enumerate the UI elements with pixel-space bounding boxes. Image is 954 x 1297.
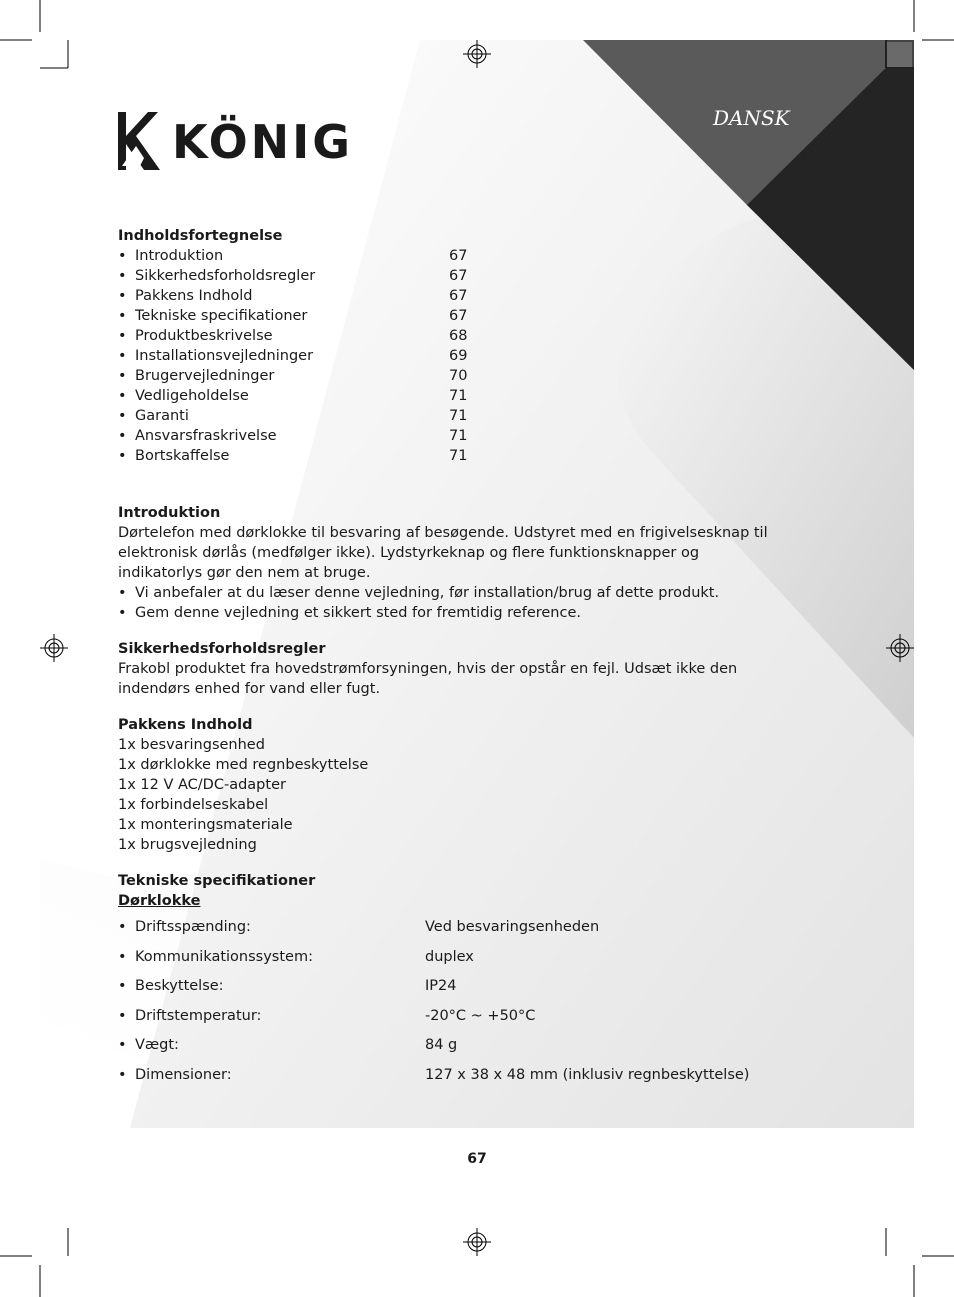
toc-item: • Vedligeholdelse 71 [118, 388, 468, 404]
safety-text: Frakobl produktet fra hovedstrømforsyningen, hvis der opstår en fejl. Udsæt ikke den indendørs enhed for vand eller fugt. [118, 661, 738, 697]
toc-title: Indholdsfortegnelse [118, 228, 283, 244]
spec-row: • Driftsspænding: Ved besvaringsenheden [118, 919, 600, 935]
language-label: DANSK [713, 106, 790, 130]
list-item: • Vi anbefaler at du læser denne vejledning, før installation/brug af dette produkt. [118, 585, 720, 601]
toc-item: • Produktbeskrivelse 68 [118, 328, 468, 344]
spec-row: • Driftstemperatur: -20°C ~ +50°C [118, 1007, 536, 1024]
list-item: • Gem denne vejledning et sikkert sted for fremtidig reference. [118, 605, 582, 621]
specs-subtitle: Dørklokke [118, 893, 201, 909]
spec-row: • Beskyttelse: IP24 [118, 978, 457, 994]
toc-item: • Pakkens Indhold 67 [118, 288, 468, 304]
toc-item: • Ansvarsfraskrivelse 71 [118, 428, 468, 444]
specs-title: Tekniske specifikationer [118, 873, 316, 889]
spec-row: • Vægt: 84 g [118, 1037, 458, 1053]
package-item: 1x besvaringsenhed [118, 737, 265, 753]
package-item: 1x forbindelseskabel [118, 797, 269, 813]
package-item: 1x 12 V AC/DC-adapter [118, 777, 286, 793]
package-title: Pakkens Indhold [118, 717, 253, 733]
package-item: 1x monteringsmateriale [118, 817, 293, 833]
toc-item: • Tekniske specifikationer 67 [118, 308, 468, 324]
toc-item: • Garanti 71 [118, 408, 468, 424]
package-item: 1x dørklokke med regnbeskyttelse [118, 757, 369, 773]
spec-row: • Kommunikationssystem: duplex [118, 948, 474, 965]
spec-row: • Dimensioner: 127 x 38 x 48 mm (inklusiv regnbeskyttelse) [118, 1066, 750, 1083]
page-number: 67 [467, 1151, 487, 1167]
toc-item: • Bortskaffelse 71 [118, 448, 468, 464]
registration-mark-icons [40, 40, 914, 1256]
safety-title: Sikkerhedsforholdsregler [118, 641, 326, 657]
toc-item: • Brugervejledninger 70 [118, 368, 468, 384]
intro-text: Dørtelefon med dørklokke til besvaring af besøgende. Udstyret med en frigivelsesknap til elektronisk dørlås (medfølger ikke). Lydstyrkeknap og flere funktionsknapper og indikatorlys gør den nem at bruge. [118, 525, 768, 581]
toc-item: • Sikkerhedsforholdsregler 67 [118, 268, 468, 284]
toc-item: • Installationsvejledninger 69 [118, 348, 468, 364]
package-item: 1x brugsvejledning [118, 837, 257, 853]
brand-name: KÖNIG [172, 115, 354, 169]
toc-item: • Introduktion 67 [118, 248, 468, 264]
intro-title: Introduktion [118, 505, 221, 521]
